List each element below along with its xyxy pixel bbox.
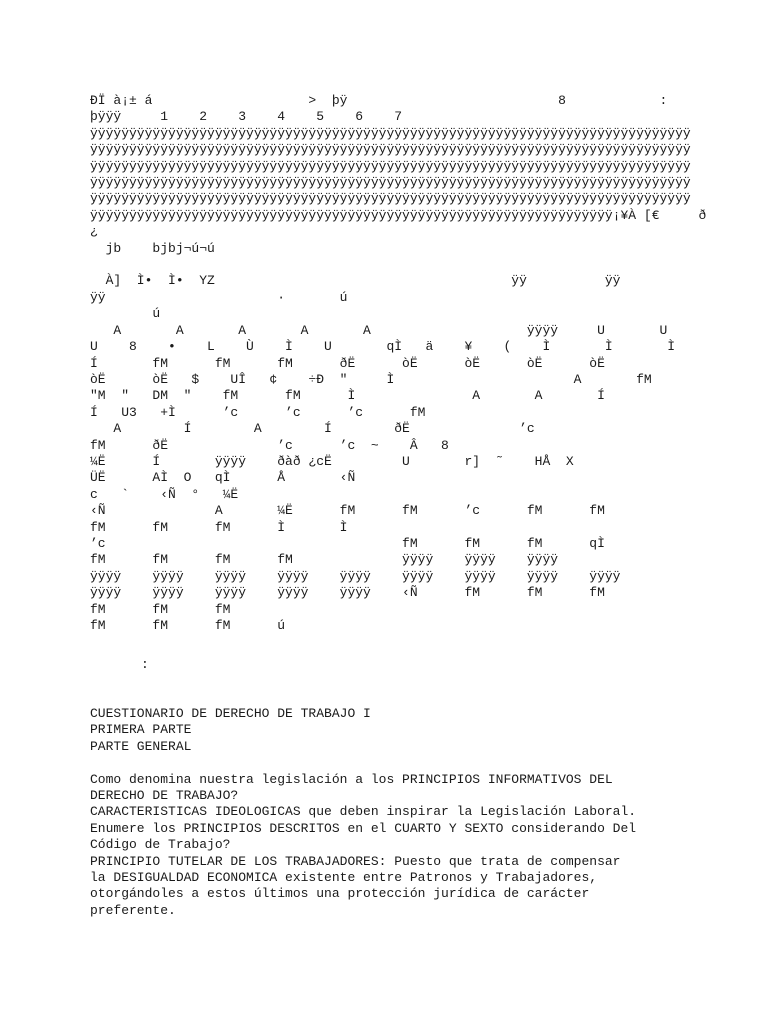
part-heading: PRIMERA PARTE <box>90 722 192 738</box>
paragraph <box>90 772 710 805</box>
garbled-binary-header: ÐÏ à¡± á > þÿ 8 : þÿÿÿ 1 2 3 4 5 6 7 ÿÿÿÿÿÿÿÿÿÿÿÿÿÿÿÿÿÿÿÿÿÿÿÿÿÿÿÿÿÿÿÿÿÿÿÿÿÿÿÿÿÿÿÿÿÿÿÿÿÿÿÿÿÿÿÿÿÿÿÿÿÿÿÿÿÿÿÿÿÿÿÿÿÿÿÿÿ ÿÿÿÿÿÿÿÿÿÿÿÿÿÿÿÿÿÿÿÿÿÿÿÿÿÿÿÿÿÿÿÿÿÿÿÿÿÿÿÿÿÿÿÿÿÿÿÿÿÿÿÿÿÿÿÿÿÿÿÿÿÿÿÿÿÿÿÿÿÿÿÿÿÿÿÿÿ ÿÿÿÿÿÿÿÿÿÿÿÿÿÿÿÿÿÿÿÿÿÿÿÿÿÿÿÿÿÿÿÿÿÿÿÿÿÿÿÿÿÿÿÿÿÿÿÿÿÿÿÿÿÿÿÿÿÿÿÿÿÿÿÿÿÿÿÿÿÿÿÿÿÿÿÿÿ ÿÿÿÿÿÿÿÿÿÿÿÿÿÿÿÿÿÿÿÿÿÿÿÿÿÿÿÿÿÿÿÿÿÿÿÿÿÿÿÿÿÿÿÿÿÿÿÿÿÿÿÿÿÿÿÿÿÿÿÿÿÿÿÿÿÿÿÿÿÿÿÿÿÿÿÿÿ ÿÿÿÿÿÿÿÿÿÿÿÿÿÿÿÿÿÿÿÿÿÿÿÿÿÿÿÿÿÿÿÿÿÿÿÿÿÿÿÿÿÿÿÿÿÿÿÿÿÿÿÿÿÿÿÿÿÿÿÿÿÿÿÿÿÿÿÿÿÿÿÿÿÿÿÿÿ ÿÿÿÿÿÿÿÿÿÿÿÿÿÿÿÿÿÿÿÿÿÿÿÿÿÿÿÿÿÿÿÿÿÿÿÿÿÿÿÿÿÿÿÿÿÿÿÿÿÿÿÿÿÿÿÿÿÿÿÿÿÿÿÿÿÿÿ¡¥À [€ ð ¿ jb bjbj¬ú¬ú À] Ì• Ì• YZ ÿÿ ÿÿ ÿÿ · ú ú A A A A A ÿÿÿÿ U U U 8 • L Ù Ì U qÌ ä ¥ ( Ì Ì Ì Í fM fM fM ðË òË òË òË òË òË òË $ UÎ ¢ ÷Ð ″ Ì A fM "M ″ DM ″ fM fM Ì A A Í Í U3 +Ì ’c ’c ’c fM A Í A Í ðË ’c fM ðË ’c ’c ~ Â 8 ¼Ë Í ÿÿÿÿ ðàð ¿cË U r] ˜ HÅ X ÜË AÌ O qÌ Å ‹Ñ c ` ‹Ñ ° ¼Ë ‹Ñ A ¼Ë fM fM ’c fM fM fM fM fM Ì Ì ’c fM fM fM qÌ fM fM fM fM ÿÿÿÿ ÿÿÿÿ ÿÿÿÿ ÿÿÿÿ ÿÿÿÿ ÿÿÿÿ ÿÿÿÿ ÿÿÿÿ ÿÿÿÿ ÿÿÿÿ ÿÿÿÿ ÿÿÿÿ ÿÿÿÿ ÿÿÿÿ ÿÿÿÿ ÿÿÿÿ ÿÿÿÿ ‹Ñ fM fM fM fM fM fM fM fM fM ú <box>90 93 707 633</box>
paragraph-line: PRINCIPIO TUTELAR DE LOS TRABAJADORES: Puesto que trata de compensar <box>90 853 621 869</box>
paragraph-line: CARACTERISTICAS IDEOLOGICAS que deben inspirar la Legislación Laboral. <box>90 804 637 820</box>
paragraph-line: la DESIGUALDAD ECONOMICA existente entre Patronos y Trabajadores, <box>90 870 598 886</box>
paragraph-line: DERECHO DE TRABAJO? <box>90 788 239 804</box>
paragraph <box>90 804 710 820</box>
paragraph <box>90 821 710 854</box>
stray-colon: : <box>141 657 149 672</box>
document-body <box>90 706 710 919</box>
paragraph-line: preferente. <box>90 902 176 918</box>
spacer <box>90 755 710 771</box>
paragraph-line: otorgándoles a estos últimos una protección jurídica de carácter <box>90 886 590 902</box>
paragraph-line: Código de Trabajo? <box>90 837 231 853</box>
paragraph-line: Enumere los PRINCIPIOS DESCRITOS en el CUARTO Y SEXTO considerando Del <box>90 820 637 836</box>
section-heading: PARTE GENERAL <box>90 738 192 754</box>
paragraph-line: Como denomina nuestra legislación a los PRINCIPIOS INFORMATIVOS DEL <box>90 771 613 787</box>
paragraph <box>90 854 710 920</box>
document-title: CUESTIONARIO DE DERECHO DE TRABAJO I <box>90 706 371 721</box>
